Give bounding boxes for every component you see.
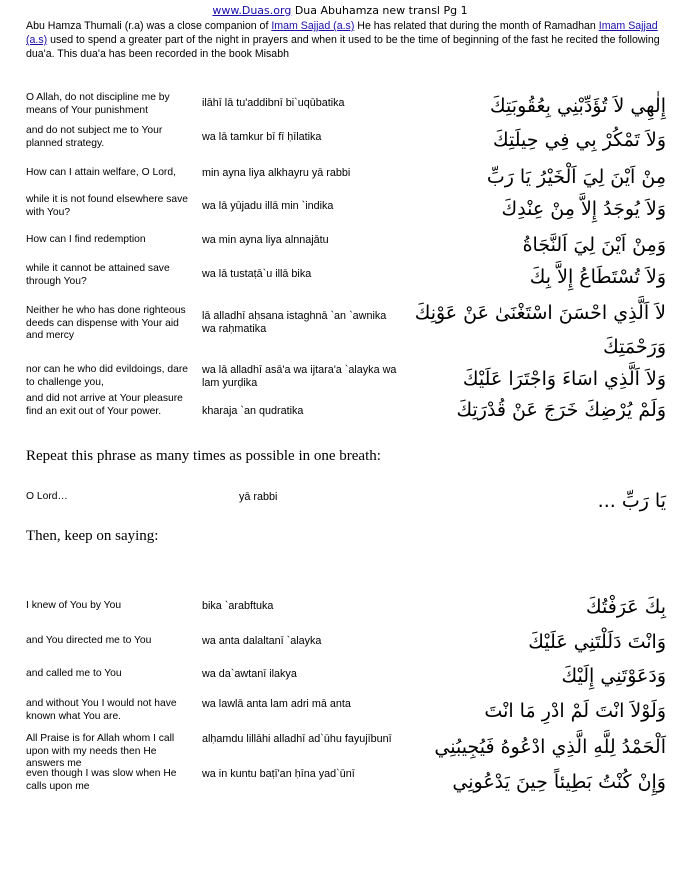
verse-english: and do not subject me to Your planned strategy. bbox=[26, 125, 163, 149]
site-link[interactable]: www.Duas.org bbox=[212, 4, 292, 17]
verse-english: and without You I would not have known what You are. bbox=[26, 698, 177, 722]
verse-transliteration: alḥamdu lillāhi alladhī ad`ūhu fayujībunī bbox=[202, 733, 392, 745]
verse-transliteration: wa anta dalaltanī `alayka bbox=[202, 635, 322, 647]
verse-english: O Allah, do not discipline me by means of Your punishment bbox=[26, 92, 170, 116]
repeat-arabic: يَا رَبِّ ... bbox=[597, 490, 666, 512]
then-heading: Then, keep on saying: bbox=[26, 528, 159, 544]
verse-transliteration: kharaja `an qudratika bbox=[202, 405, 304, 417]
intro-text-1: Abu Hamza Thumali (r.a) was a close companion of bbox=[26, 20, 272, 32]
repeat-heading: Repeat this phrase as many times as possible in one breath: bbox=[26, 448, 381, 464]
verse-english: and did not arrive at Your pleasure find an exit out of Your power. bbox=[26, 393, 183, 417]
verse-english: and You directed me to You bbox=[26, 635, 152, 646]
verse-arabic: وَمِنْ اَيْنَ لِيَ اَلنَّجَاةُ bbox=[522, 234, 666, 256]
imam-sajjad-link-2[interactable]: Imam Sajjad (a.s) bbox=[26, 20, 658, 46]
verse-arabic: وَإِنْ كُنْتُ بَطِيئاً حِينَ يَدْعُونِي bbox=[452, 771, 666, 793]
imam-sajjad-link-1[interactable]: Imam Sajjad (a.s) bbox=[271, 20, 355, 32]
verse-english: even though I was slow when He calls upon me bbox=[26, 768, 177, 792]
verse-arabic: بِكَ عَرَفْتُكَ bbox=[586, 596, 666, 618]
verse-english: while it cannot be attained save through You? bbox=[26, 263, 170, 287]
page-header bbox=[0, 4, 680, 17]
verse-arabic: لاَ اَلَّذِي احْسَنَ اسْتَغْنَىٰ عَنْ عَوْنِكَ وَرَحْمَتِكَ bbox=[414, 302, 666, 358]
verse-arabic: وَلَمْ يُرْضِكَ خَرَجَ عَنْ قُدْرَتِكَ bbox=[456, 399, 666, 421]
verse-transliteration: wa in kuntu baṭī'an ḥīna yad`ūnī bbox=[202, 768, 355, 780]
verse-arabic: وَلاَ اَلَّذِي اسَاءَ وَاجْتَرَا عَلَيْكَ bbox=[462, 368, 666, 390]
verse-transliteration: bika `arabftuka bbox=[202, 600, 274, 612]
verse-arabic: وَلاَ يُوجَدُ إِلاَّ مِنْ عِنْدِكَ bbox=[501, 198, 666, 220]
intro-text-3: used to spend a greater part of the night in prayers and when it used to be the time of beginning of the fast he recited the following dua'a. This dua'a has been recorded in the book Misabh bbox=[26, 34, 660, 60]
verse-transliteration: wa lā alladhī asā'a wa ijtara'a `alayka wa lam yurḍika bbox=[202, 364, 397, 389]
verse-arabic: وَلاَ تَمْكُرْ بِي فِي حِيلَتِكَ bbox=[493, 129, 666, 151]
verse-transliteration: wa lā yūjadu illā min `indika bbox=[202, 200, 334, 212]
verse-english: How can I attain welfare, O Lord, bbox=[26, 167, 176, 178]
verse-english: I knew of You by You bbox=[26, 600, 122, 611]
verse-transliteration: wa min ayna liya alnnajātu bbox=[202, 234, 329, 246]
verse-arabic: وَلَوْلاَ انْتَ لَمْ ادْرِ مَا انْتَ bbox=[484, 700, 666, 722]
verse-arabic: وَدَعَوْتَنِي إِلَيْكَ bbox=[561, 665, 666, 687]
verse-transliteration: wa da`awtanī ilakya bbox=[202, 668, 297, 680]
intro-text-2: He has related that during the month of Ramadhan bbox=[354, 20, 599, 32]
verse-english: nor can he who did evildoings, dare to challenge you, bbox=[26, 364, 188, 388]
verse-arabic: مِنْ اَيْنَ لِيَ اَلْخَيْرُ يَا رَبِّ bbox=[486, 166, 666, 188]
verse-english: How can I find redemption bbox=[26, 234, 146, 245]
intro-paragraph bbox=[26, 19, 666, 61]
verse-arabic: اَلْحَمْدُ لِلَّهِ الَّذِي ادْعُوهُ فَيُجِيبُنِي bbox=[434, 736, 666, 758]
page-title: Dua Abuhamza new transl Pg 1 bbox=[294, 4, 468, 17]
verse-transliteration: wa lawlā anta lam adri mā anta bbox=[202, 698, 351, 710]
verse-english: Neither he who has done righteous deeds can dispense with Your aid and mercy bbox=[26, 305, 186, 341]
verse-english: All Praise is for Allah whom I call upon with my needs then He answers me bbox=[26, 733, 175, 769]
verse-arabic: وَلاَ تُسْتَطَاعُ إِلاَّ بِكَ bbox=[529, 266, 666, 288]
verse-transliteration: min ayna liya alkhayru yā rabbi bbox=[202, 167, 351, 179]
repeat-transliteration: yā rabbi bbox=[239, 491, 278, 503]
repeat-english: O Lord… bbox=[26, 491, 68, 502]
verse-english: and called me to You bbox=[26, 668, 122, 679]
verse-transliteration: lā alladhī aḥsana istaghnā `an `awnika wa raḥmatika bbox=[202, 310, 387, 335]
verse-transliteration: wa lā tamkur bī fī ḥīlatika bbox=[202, 131, 322, 143]
verse-transliteration: wa lā tustaṭā`u illā bika bbox=[202, 268, 312, 280]
verse-arabic: وَانْتَ دَلَلْتَنِي عَلَيْكَ bbox=[528, 631, 666, 653]
verse-transliteration: ilāhī lā tu'addibnī bi`uqūbatika bbox=[202, 97, 345, 109]
verse-arabic: إِلٰهِي لاَ تُؤَدِّبْنِي بِعُقُوبَتِكَ bbox=[490, 95, 666, 117]
verse-english: while it is not found elsewhere save with You? bbox=[26, 194, 188, 218]
